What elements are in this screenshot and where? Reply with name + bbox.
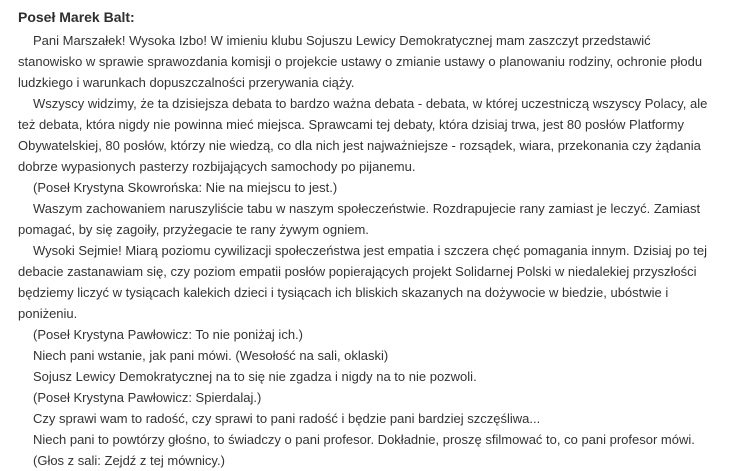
interjection-line: (Poseł Krystyna Skowrońska: Nie na miejscu to jest.) — [33, 180, 338, 195]
speech-paragraph: Pani Marszałek! Wysoka Izbo! W imieniu klubu Sojuszu Lewicy Demokratycznej mam zaszczyt przedstawić stanowisko w sprawie sprawozdania komisji o projekcie ustawy o zmianie ustawy o planowaniu rodziny, ochronie płodu ludzkiego i warunkach dopuszczalności przerywania ciąży. — [18, 33, 703, 90]
speech-paragraph: Waszym zachowaniem naruszyliście tabu w naszym społeczeństwie. Rozdrapujecie rany zamiast je leczyć. Zamiast pomagać, by się zagoiły, przyżegacie te rany żywym ogniem. — [18, 201, 701, 237]
speech-paragraph: Czy sprawi wam to radość, czy sprawi to pani radość i będzie pani bardziej szczęśliwa... — [33, 411, 541, 426]
speech-paragraph: Niech pani wstanie, jak pani mówi. (Wesołość na sali, oklaski) — [33, 348, 389, 363]
interjection-line: (Poseł Krystyna Pawłowicz: To nie poniżaj ich.) — [33, 327, 303, 342]
interjection-line: (Głos z sali: Zejdź z tej mównicy.) — [33, 453, 225, 468]
speaker-header: Poseł Marek Balt: — [18, 9, 135, 25]
speech-paragraph: Niech pani to powtórzy głośno, to świadczy o pani profesor. Dokładnie, proszę sfilmować to, co pani profesor mówi. — [33, 432, 695, 447]
speech-paragraph: Sojusz Lewicy Demokratycznej na to się nie zgadza i nigdy na to nie pozwoli. — [33, 369, 477, 384]
interjection-line: (Poseł Krystyna Pawłowicz: Spierdalaj.) — [33, 390, 262, 405]
speech-paragraph: Wysoki Sejmie! Miarą poziomu cywilizacji społeczeństwa jest empatia i szczera chęć pomagania innym. Dzisiaj po tej debacie zastanawiam się, czy poziom empatii posłów popierających projekt Solidarnej Polski w niedalekiej przyszłości będziemy liczyć w tysiącach kalekich dzieci i tysiącach ich bliskich skazanych na dożywocie w biedzie, ubóstwie i poniżeniu. — [18, 243, 707, 321]
speech-paragraph: Wszyscy widzimy, że ta dzisiejsza debata to bardzo ważna debata - debata, w której uczestniczą wszyscy Polacy, ale też debata, która nigdy nie powinna mieć miejsca. Sprawcami tej debaty, która dzisiaj trwa, jest 80 posłów Platformy Obywatelskiej, 80 posłów, którzy nie wiedzą, co dla nich jest najważniejsze - rozsądek, wiara, przekonania czy żądania dobrze wypasionych pasterzy rozbijających samochody po pijanemu. — [18, 96, 708, 174]
